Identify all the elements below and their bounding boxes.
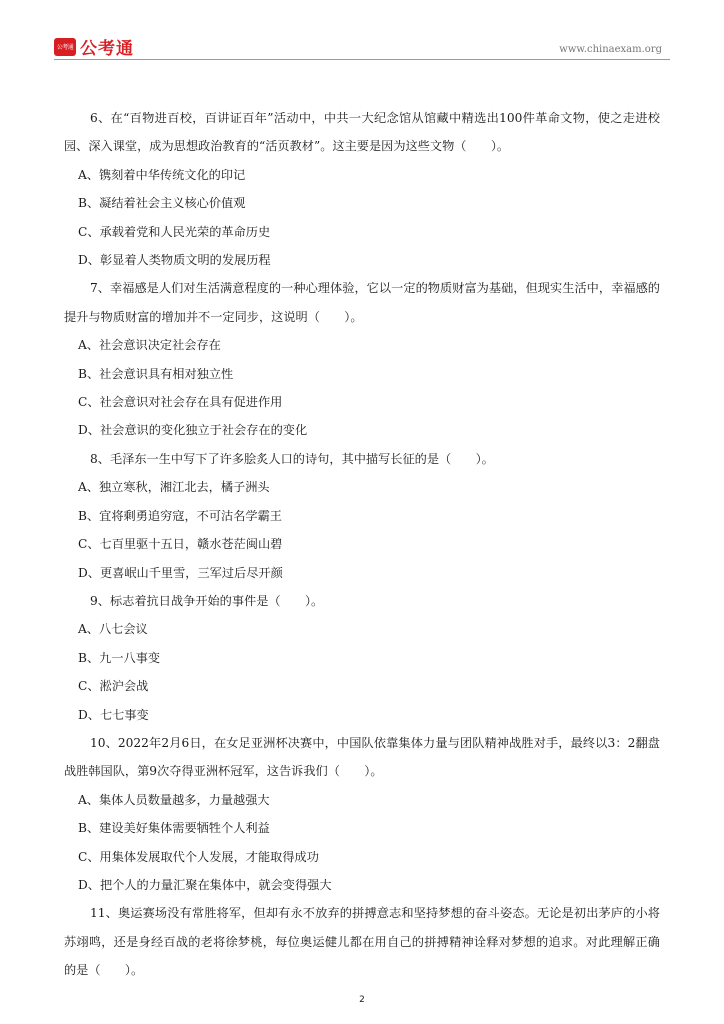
page-number: 2 [359, 995, 365, 1005]
question-stem: 8、毛泽东一生中写下了许多脍炙人口的诗句，其中描写长征的是（ ）。 [90, 451, 494, 466]
question-list [64, 104, 660, 985]
option-d: D、七七事变 [78, 707, 149, 722]
question-10 [64, 729, 660, 899]
header-divider [54, 59, 670, 60]
option-b: B、宜将剩勇追穷寇，不可沽名学霸王 [78, 508, 282, 523]
question-9 [64, 587, 660, 729]
option-c: C、用集体发展取代个人发展，才能取得成功 [78, 849, 319, 864]
question-stem: 11、奥运赛场没有常胜将军，但却有永不放弃的拼搏意志和坚持梦想的奋斗姿态。无论是初出茅庐的小将苏翊鸣，还是身经百战的老将徐梦桃，每位奥运健儿都在用自己的拼搏精神诠释对梦想的追求。对此理解正确的是（ ）。 [64, 906, 660, 978]
option-a: A、独立寒秋，湘江北去，橘子洲头 [78, 480, 270, 495]
option-a: A、社会意识决定社会存在 [78, 338, 221, 353]
option-b: B、社会意识具有相对独立性 [78, 366, 234, 381]
question-7 [64, 274, 660, 444]
option-d: D、把个人的力量汇聚在集体中，就会变得强大 [78, 877, 332, 892]
logo-icon: 公考通 [54, 38, 76, 56]
question-stem: 6、在“百物进百校，百讲证百年”活动中，中共一大纪念馆从馆藏中精选出100件革命文物，使之走进校园、深入课堂，成为思想政治教育的“活页教材”。这主要是因为这些文物（ ）。 [64, 111, 660, 154]
option-d: D、更喜岷山千里雪，三军过后尽开颜 [78, 565, 283, 580]
option-b: B、建设美好集体需要牺牲个人利益 [78, 821, 270, 836]
option-a: A、镌刻着中华传统文化的印记 [78, 167, 246, 182]
page-header [54, 34, 670, 58]
option-c: C、承载着党和人民光荣的革命历史 [78, 224, 271, 239]
option-a: A、集体人员数量越多，力量越强大 [78, 792, 270, 807]
question-stem: 10、2022年2月6日，在女足亚洲杯决赛中，中国队依靠集体力量与团队精神战胜对手，最终以3：2翻盘战胜韩国队，第9次夺得亚洲杯冠军，这告诉我们（ ）。 [64, 735, 660, 779]
question-stem: 7、幸福感是人们对生活满意程度的一种心理体验，它以一定的物质财富为基础，但现实生活中，幸福感的提升与物质财富的增加并不一定同步，这说明（ ）。 [64, 281, 660, 324]
option-b: B、九一八事变 [78, 650, 161, 665]
site-url: www.chinaexam.org [559, 44, 662, 55]
logo-text: 公考通 [80, 39, 134, 59]
option-a: A、八七会议 [78, 622, 148, 637]
question-11 [64, 899, 660, 984]
option-d: D、彰显着人类物质文明的发展历程 [78, 253, 271, 268]
option-c: C、淞沪会战 [78, 679, 149, 694]
option-c: C、社会意识对社会存在具有促进作用 [78, 395, 283, 410]
option-c: C、七百里驱十五日，赣水苍茫闽山碧 [78, 537, 283, 552]
question-stem: 9、标志着抗日战争开始的事件是（ ）。 [90, 593, 324, 608]
question-8 [64, 445, 660, 587]
logo [54, 34, 134, 59]
question-6 [64, 104, 660, 274]
option-d: D、社会意识的变化独立于社会存在的变化 [78, 423, 308, 438]
option-b: B、凝结着社会主义核心价值观 [78, 196, 246, 211]
